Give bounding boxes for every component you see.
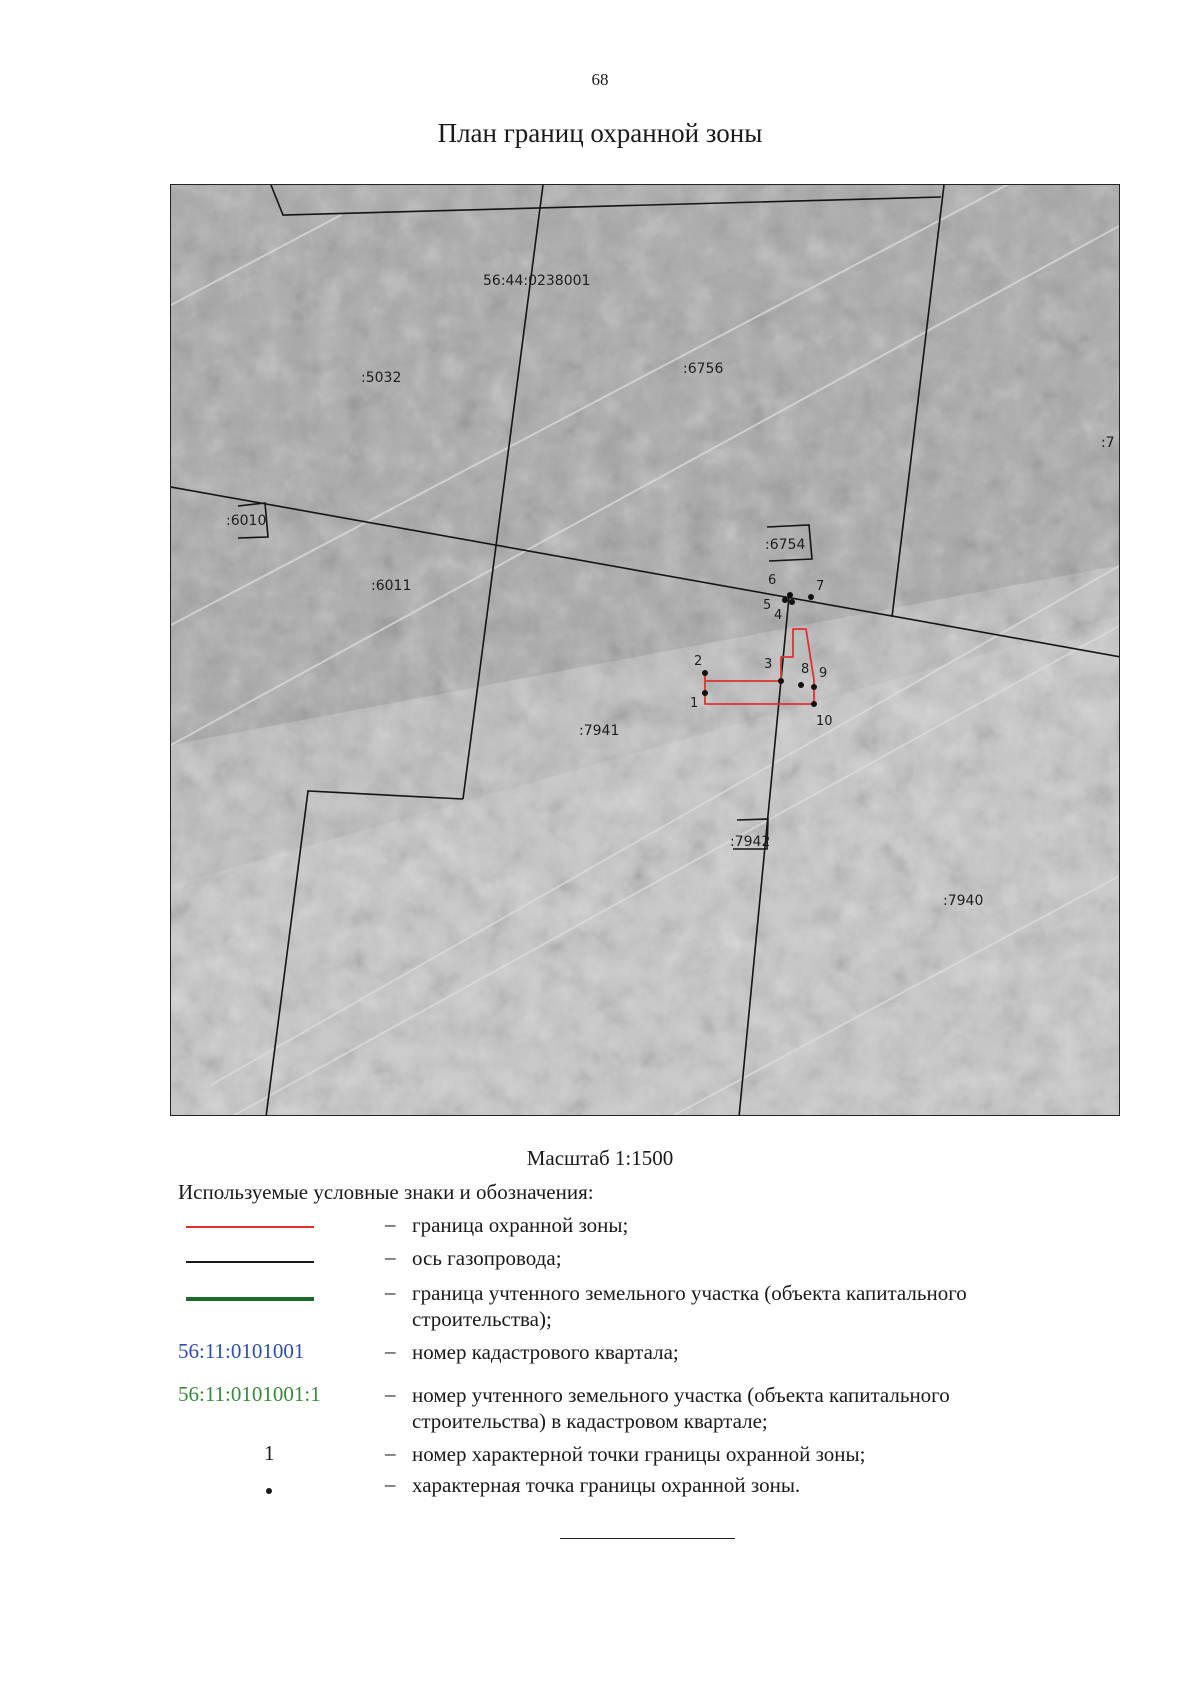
legend-text: граница охранной зоны; [412,1213,629,1237]
point-5-dot [782,597,788,603]
legend-dash: – [385,1441,396,1465]
quarter-number-label: 56:44:0238001 [483,273,591,289]
point-6-dot [787,592,793,598]
legend-text: характерная точка границы охранной зоны. [412,1473,801,1497]
legend-item-parcel-number [178,1382,1078,1438]
parcel-label-6011: :6011 [371,578,412,594]
cadastral-map [171,185,1120,1116]
legend-dash: – [385,1339,396,1363]
point-2-dot [702,670,708,676]
parcel-label-5032: :5032 [361,370,402,386]
point-label-6: 6 [768,573,777,588]
legend-dash: – [385,1280,396,1304]
parcel-label-7-edge: :7 [1101,435,1115,451]
legend-dash: – [385,1472,396,1496]
point-8-dot [798,682,804,688]
point-label-5: 5 [763,598,772,613]
point-label-3: 3 [764,657,773,672]
parcel-label-6754: :6754 [765,537,806,553]
legend-item-quarter-number [178,1339,1078,1369]
point-label-1: 1 [690,696,699,711]
legend-parcel-number-sample: 56:11:0101001:1 [178,1382,321,1406]
legend-dash: – [385,1212,396,1236]
page-number: 68 [591,70,609,89]
parcel-label-7941: :7941 [579,723,620,739]
legend-dash: – [385,1382,396,1406]
legend-black-line-symbol [186,1261,314,1263]
point-3-dot [778,678,784,684]
legend-dash: – [385,1245,396,1269]
end-rule [560,1538,735,1539]
point-9-dot [811,684,817,690]
point-label-2: 2 [694,654,703,669]
legend-item-point-dot [178,1472,1078,1502]
legend-item-point-number [178,1441,1078,1471]
legend-text: номер кадастрового квартала; [412,1340,679,1364]
legend-red-line-symbol [186,1226,314,1228]
legend-item-parcel-boundary [178,1280,1078,1336]
point-label-9: 9 [819,666,828,681]
parcel-label-7942: :7942 [730,834,771,850]
point-4-dot [789,599,795,605]
map-frame [170,184,1120,1116]
legend-text: номер учтенного земельного участка (объекта капитального строительства) в кадастровом квартале; [412,1383,950,1433]
point-label-10: 10 [816,714,833,729]
legend-item-gas-axis [178,1245,1078,1275]
point-label-4: 4 [774,608,783,623]
legend-quarter-number-sample: 56:11:0101001 [178,1339,305,1363]
legend-text: граница учтенного земельного участка (объекта капитального строительства); [412,1281,967,1331]
parcel-label-6010: :6010 [226,513,267,529]
map-scale: Масштаб 1:1500 [526,1146,674,1170]
page-title: План границ охранной зоны [437,118,763,148]
legend-dot-symbol [266,1488,272,1494]
legend-green-line-symbol [186,1297,314,1301]
legend-title: Используемые условные знаки и обозначения: [178,1180,594,1204]
parcel-label-6756: :6756 [683,361,724,377]
point-7-dot [808,594,814,600]
legend-text: номер характерной точки границы охранной зоны; [412,1442,866,1466]
point-label-7: 7 [816,579,825,594]
point-10-dot [811,701,817,707]
point-1-dot [702,690,708,696]
parcel-label-7940: :7940 [943,893,984,909]
legend-item-zone-boundary [178,1212,1078,1242]
legend-point-number-sample: 1 [264,1441,275,1465]
photo-texture [171,185,1120,1116]
point-label-8: 8 [801,662,810,677]
legend-text: ось газопровода; [412,1246,562,1270]
